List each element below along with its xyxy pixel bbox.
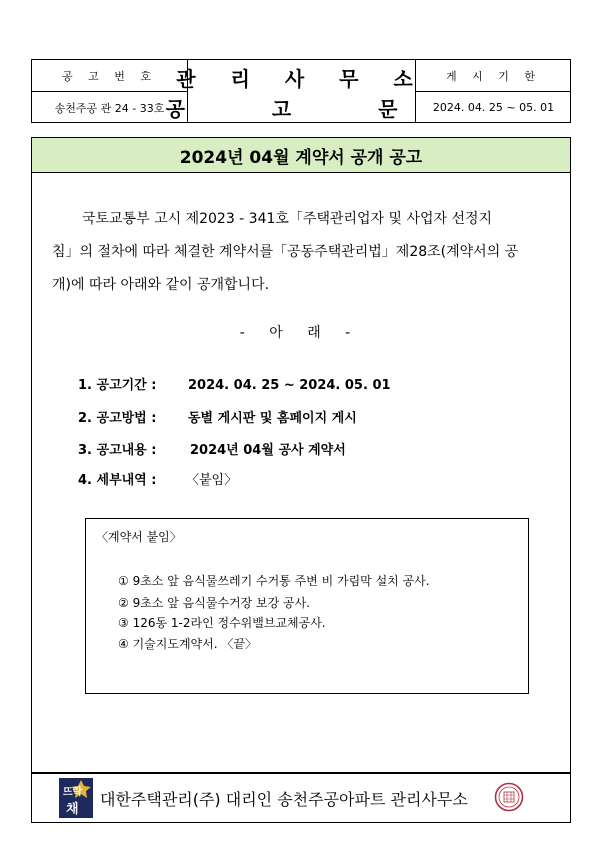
- document-title: 2024년 04월 계약서 공개 공고: [31, 137, 571, 173]
- intro-line-text: 국토교통부 고시 제2023 - 341호「주택관리업자 및 사업자 선정지: [82, 211, 493, 227]
- detail-label: 3. 공고내용 :: [78, 443, 157, 458]
- company-logo-icon: [59, 778, 93, 818]
- header-table: [31, 59, 571, 123]
- detail-label: 1. 공고기간 :: [78, 378, 157, 393]
- posting-period-label: 게 시 기 한: [446, 69, 541, 83]
- notice-number-value: 송천주공 관 24 - 33호: [54, 101, 165, 115]
- office-title: 관 리 사 무 소: [176, 66, 427, 91]
- detail-label: 2. 공고방법 :: [78, 411, 157, 426]
- logo-text-top: 뜨락: [63, 787, 83, 798]
- detail-value: 〈붙임〉: [186, 473, 238, 488]
- official-seal-icon: [494, 782, 524, 812]
- intro-paragraph: [52, 203, 552, 302]
- detail-value: 2024. 04. 25 ~ 2024. 05. 01: [188, 378, 391, 393]
- attachment-item: ③ 126동 1-2라인 정수위밸브교체공사.: [118, 616, 326, 630]
- intro-line: 침」의 절차에 따라 체결한 계약서를「공동주택관리법」제28조(계약서의 공: [52, 244, 519, 260]
- detail-value: 동별 게시판 및 홈페이지 게시: [188, 411, 357, 426]
- below-heading: - 아 래 -: [239, 325, 361, 341]
- attachment-item: ① 9초소 앞 음식물쓰레기 수거통 주변 비 가림막 설치 공사.: [118, 574, 430, 588]
- attachment-title: 〈계약서 붙임〉: [96, 530, 182, 544]
- attachment-item: ④ 기술지도계약서. 〈끝〉: [118, 637, 257, 651]
- detail-row-method: [78, 407, 357, 426]
- detail-row-breakdown: [78, 469, 237, 488]
- detail-value: 2024년 04월 공사 계약서: [190, 443, 346, 458]
- posting-period-value: 2024. 04. 25 ~ 05. 01: [432, 101, 555, 114]
- detail-row-content: [78, 439, 346, 458]
- intro-line: 개)에 따라 아래와 같이 공개합니다.: [52, 277, 270, 293]
- detail-row-period: [78, 374, 391, 393]
- notice-number-label: 공 고 번 호: [62, 69, 157, 83]
- notice-title: 공 고 문: [165, 96, 438, 121]
- detail-label: 4. 세부내역 :: [78, 473, 157, 488]
- logo-text-bottom: 채: [66, 802, 79, 817]
- intro-line: [52, 203, 552, 236]
- attachment-item: ② 9초소 앞 음식물수거장 보강 공사.: [118, 596, 310, 610]
- organization-name: 대한주택관리(주) 대리인 송천주공아파트 관리사무소: [100, 790, 468, 809]
